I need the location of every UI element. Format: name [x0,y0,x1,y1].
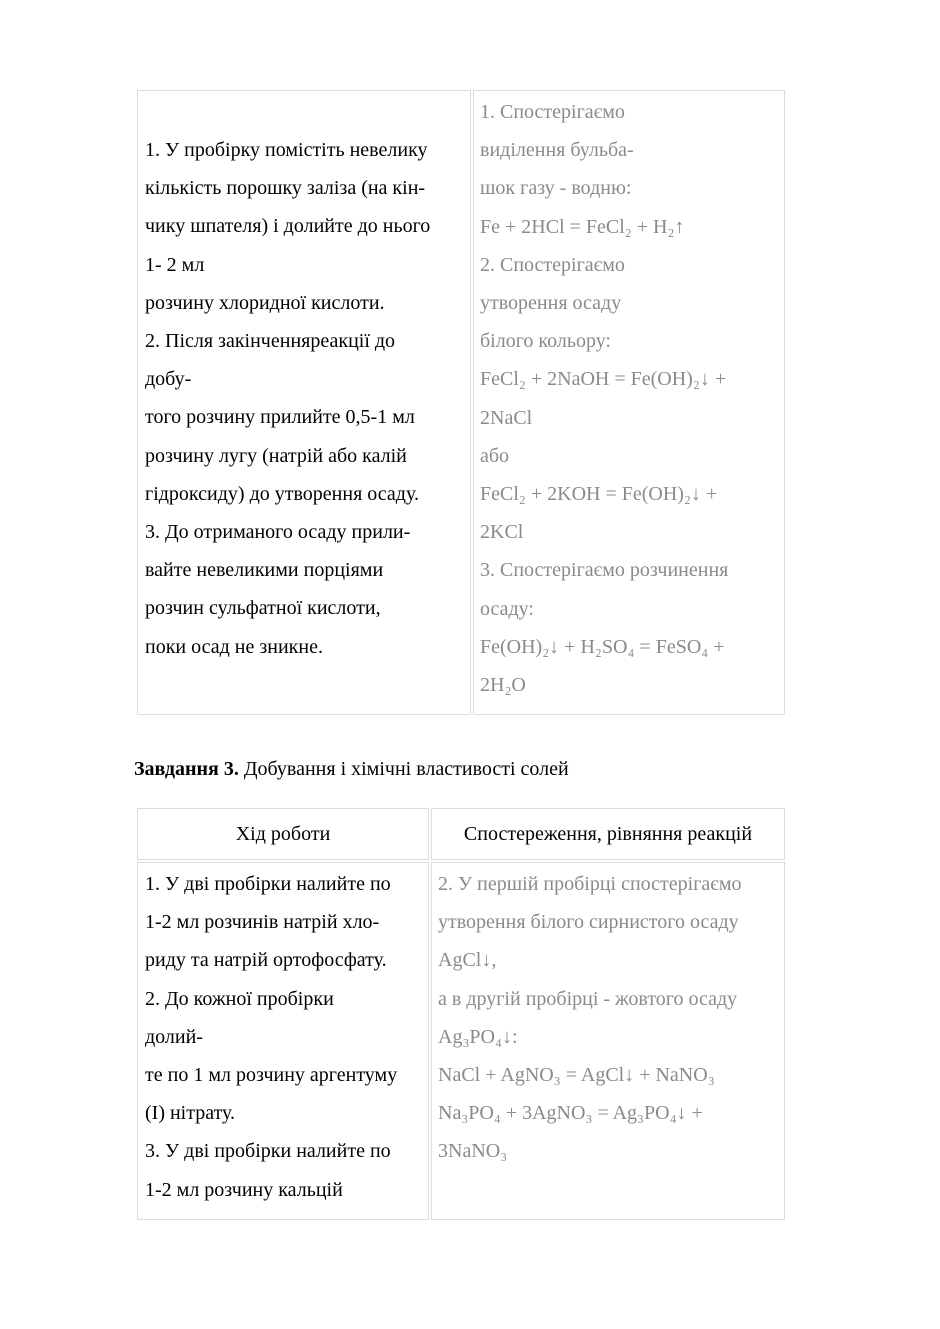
text-line: 1- 2 мл [145,253,205,276]
equation-line: FeCl₂ + 2NaOH = Fe(OH)₂↓ + [480,368,727,391]
text-line: 3. Спостерігаємо розчинення [480,559,729,582]
text-line: 2. Спостерігаємо [480,253,625,276]
text-line: а в другій пробірці - жовтого осаду [438,987,738,1010]
text-line: 1-2 мл розчинів натрій хло- [145,911,380,934]
equation-line: Na₃PO₄ + 3AgNO₃ = Ag₃PO₄↓ + [438,1102,703,1125]
equation-line: Ag₃PO₄↓: [438,1025,518,1048]
text-line: долий- [145,1025,203,1048]
equation-line: Fe + 2HCl = FeCl₂ + H₂↑ [480,215,685,238]
table2-right-text [438,865,742,1171]
table2-header-left [137,808,429,860]
task3-title: Добування і хімічні властивості солей [238,758,569,780]
text-line: 3. До отриманого осаду прили- [145,521,411,544]
table2-left-text [145,865,397,1209]
equation-line: FeCl₂ + 2KOH = Fe(OH)₂↓ + [480,483,718,506]
text-line: того розчину прилийте 0,5-1 мл [145,406,415,429]
text-line: розчину лугу (натрій або калій [145,444,407,467]
text-line: виділення бульба- [480,139,634,162]
equation-line: 2H₂O [480,674,526,697]
text-line: 1. Спостерігаємо [480,101,625,123]
equation-line: 2KCl [480,521,524,544]
task3-label: Завдання 3. [134,758,239,780]
equation-line: 3NaNO₃ [438,1140,508,1163]
text-line: добу- [145,368,192,391]
header-label: Спостереження, рівняння реакцій [463,822,753,845]
text-line: 1. У пробірку помістіть невелику [145,139,428,161]
table2-header-right [431,808,785,860]
text-line: поки осад не зникне. [145,635,323,658]
text-line: кількість порошку заліза (на кін- [145,177,426,200]
text-line: 2. Після закінченняреакції до [145,330,396,353]
text-line: 2. До кожної пробірки [145,987,334,1010]
text-line: чику шпателя) і долийте до нього [145,215,431,238]
text-line: шок газу - водню: [480,177,632,200]
equation-line: AgCl↓, [438,949,497,972]
equation-line: NaCl + AgNO₃ = AgCl↓ + NaNO₃ [438,1064,715,1087]
header-label: Хід роботи [235,822,331,845]
table1-left-text [145,131,430,666]
text-line: або [480,444,510,467]
text-line: те по 1 мл розчину аргентуму [145,1064,398,1087]
text-line: білого кольору: [480,330,611,353]
text-line: 1. У дві пробірки налийте по [145,873,391,895]
text-line: розчину хлоридної кислоти. [145,291,385,314]
text-line: (І) нітрату. [145,1102,236,1125]
text-line: утворення білого сирнистого осаду [438,911,739,934]
task3-heading [134,750,569,788]
text-line: утворення осаду [480,292,622,315]
text-line: 3. У дві пробірки налийте по [145,1140,391,1163]
table1-right-text [480,93,728,704]
text-line: риду та натрій ортофосфату. [145,949,387,972]
text-line: гідроксиду) до утворення осаду. [145,482,419,505]
text-line: 2. У першій пробірці спостерігаємо [438,873,742,895]
text-line: осаду: [480,597,534,620]
text-line: 1-2 мл розчину кальцій [145,1178,343,1201]
text-line: вайте невеликими порціями [145,559,384,582]
equation-line: 2NaCl [480,406,533,429]
equation-line: Fe(OH)₂↓ + H₂SO₄ = FeSO₄ + [480,635,725,658]
text-line: розчин сульфатної кислоти, [145,597,381,620]
